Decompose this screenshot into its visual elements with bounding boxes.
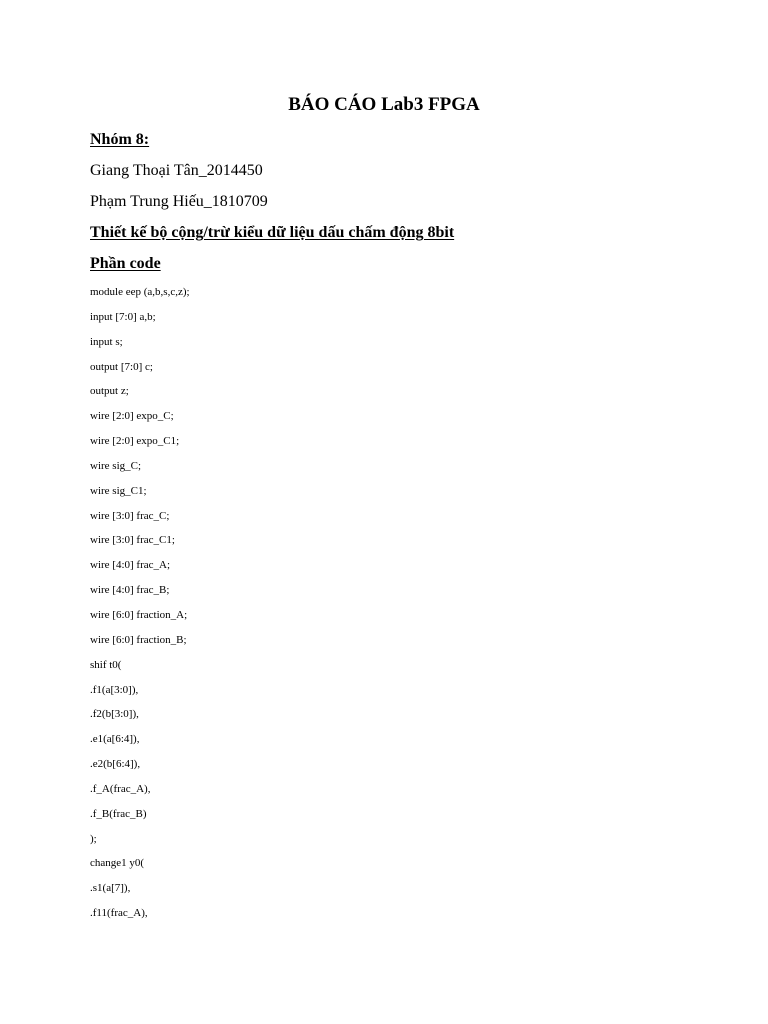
code-line: wire [6:0] fraction_A;: [90, 608, 188, 621]
code-line: .e2(b[6:4]),: [90, 758, 141, 771]
group-label: Nhóm 8:: [90, 131, 150, 148]
code-line: wire sig_C;: [90, 459, 142, 472]
code-line: wire [4:0] frac_B;: [90, 584, 170, 597]
code-line: module eep (a,b,s,c,z);: [90, 286, 190, 298]
report-subtitle: Thiết kế bộ cộng/trừ kiểu dữ liệu dấu chấm động 8bit: [90, 224, 455, 241]
code-line: shif t0(: [90, 658, 122, 671]
code-line: .f1(a[3:0]),: [90, 683, 139, 696]
code-line: wire [3:0] frac_C1;: [90, 534, 175, 547]
code-line: output z;: [90, 385, 129, 398]
code-line: .e1(a[6:4]),: [90, 733, 140, 746]
code-line: wire [4:0] frac_A;: [90, 559, 171, 572]
code-line: .f11(frac_A),: [90, 907, 148, 920]
code-line: .f_B(frac_B): [90, 807, 147, 820]
code-line: wire sig_C1;: [90, 484, 147, 497]
code-line: input [7:0] a,b;: [90, 310, 156, 323]
code-line: .f2(b[3:0]),: [90, 708, 139, 721]
code-line: wire [2:0] expo_C1;: [90, 435, 180, 448]
code-line: wire [6:0] fraction_B;: [90, 633, 187, 646]
document-title: BÁO CÁO Lab3 FPGA: [288, 94, 480, 115]
code-line: wire [2:0] expo_C;: [90, 410, 174, 423]
code-line: output [7:0] c;: [90, 360, 153, 373]
code-line: );: [90, 832, 97, 845]
code-section-heading: Phần code: [90, 255, 161, 272]
code-block: [90, 280, 190, 926]
member-1: Giang Thoại Tân_2014450: [90, 162, 263, 179]
code-line: .f_A(frac_A),: [90, 782, 151, 795]
code-line: wire [3:0] frac_C;: [90, 509, 170, 522]
code-line: input s;: [90, 335, 123, 348]
member-2: Phạm Trung Hiếu_1810709: [90, 193, 268, 210]
code-line: change1 y0(: [90, 857, 145, 870]
code-line: .s1(a[7]),: [90, 882, 131, 895]
